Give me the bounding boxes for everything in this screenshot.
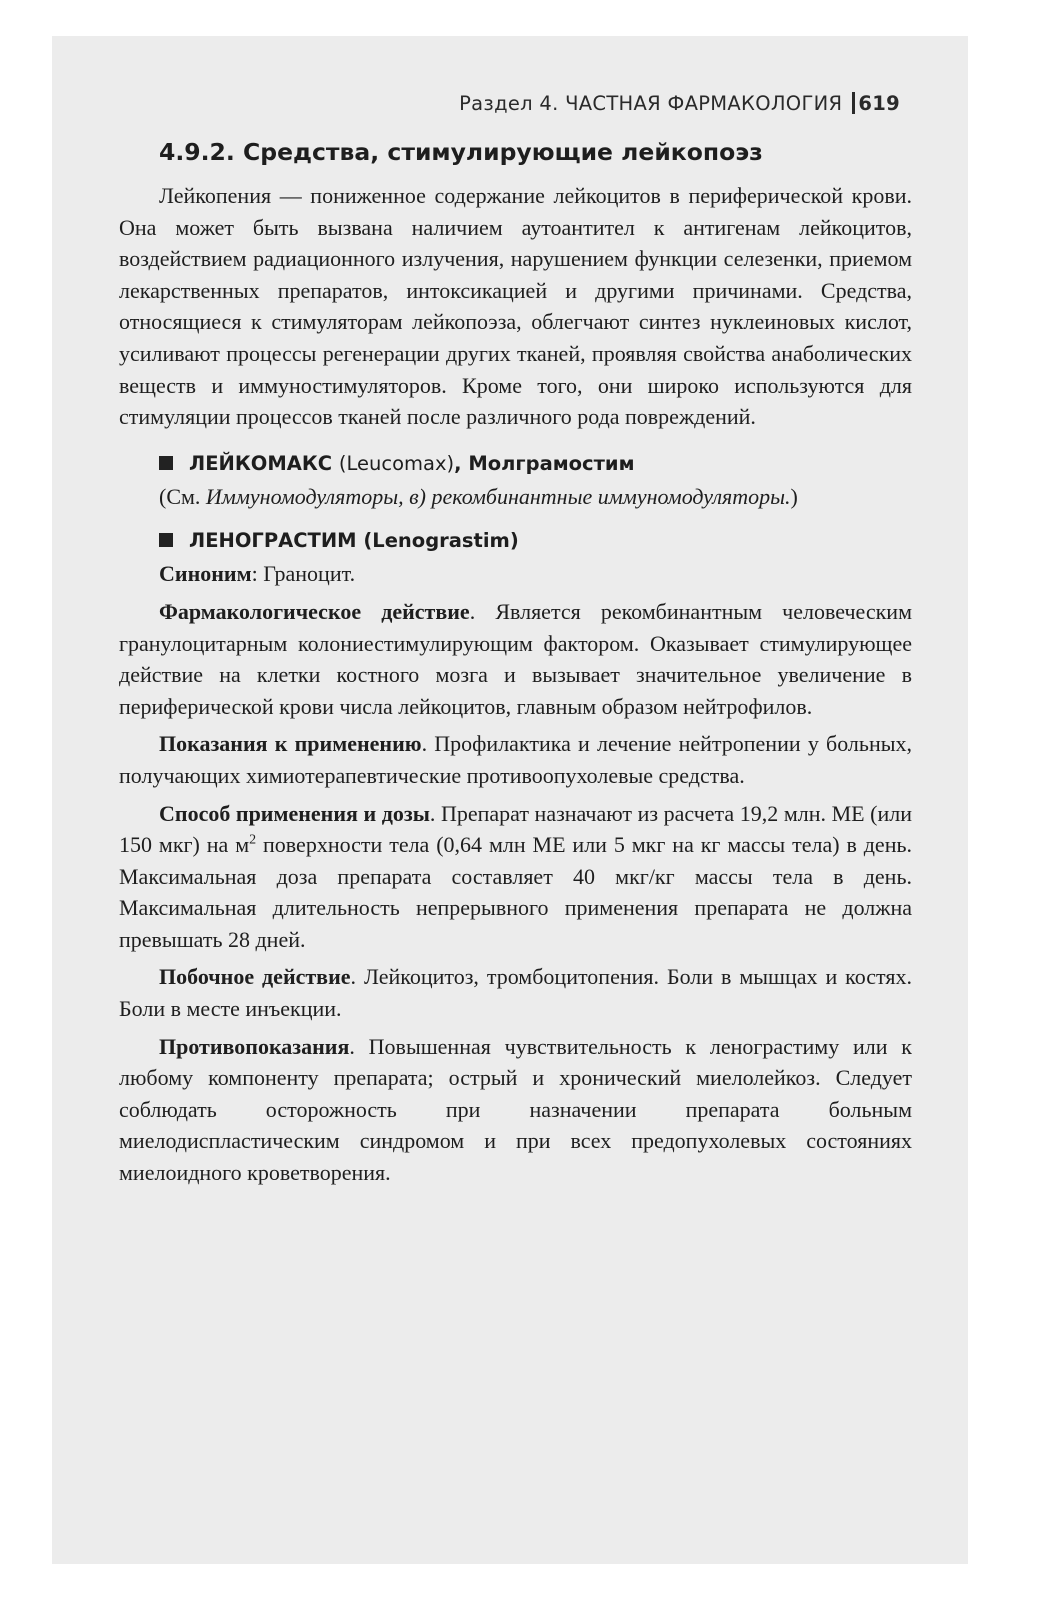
indications [119,728,912,791]
contra-text: . Повышенная чувствительность к ленограстиму или к любому компоненту препарата; острый и хронический миелолейкоз. Следует соблюдать осторожность при назначении препарата больным миелодиспластическим синдромом и при всех предопухолевых состояниях миелоидного кроветворения. [119,1033,912,1186]
dosage-label: Способ применения и дозы [159,800,430,826]
indications-text: . Профилактика и лечение нейтропении у больных, получающих химиотерапевтические противоопухолевые средства. [119,731,912,788]
side-text: . Лейкоцитоз, тромбоцитопения. Боли в мышцах и костях. Боли в месте инъекции. [119,964,912,1022]
contra-label: Противопоказания [159,1033,350,1059]
cross-reference [119,481,912,513]
pharmacological-action [119,596,912,722]
side-effects [119,961,912,1024]
drug-heading-lenograstim [159,524,912,558]
contraindications [119,1031,912,1189]
page-content [119,132,912,1189]
bullet-square-icon [159,456,173,470]
synonym-label: Синоним [159,561,252,587]
page-number: 619 [858,92,900,115]
bullet-square-icon [159,533,173,547]
intro-paragraph: Лейкопения — пониженное содержание лейкоцитов в периферической крови. Она может быть вызвана наличием аутоантител к антигенам лейкоцитов, воздействием радиационного излучения, нарушением функции селезенки, приемом лекарственных препаратов, интоксикацией и другими причинами. Средства, относящиеся к стимуляторам лейкопоэза, облегчают синтез нуклеиновых кислот, усиливают процессы регенерации других тканей, проявляя свойства анаболических веществ и иммуностимуляторов. Кроме того, они широко используются для стимуляции процессов тканей после различного рода повреждений. [119,183,912,430]
running-header [52,92,900,115]
drug-latin-name: (Leucomax) [338,451,455,475]
dosage-superscript: 2 [249,832,257,848]
drug-name: ЛЕНОГРАСТИМ [189,529,357,553]
synonym-value: : Граноцит. [251,561,356,587]
ref-close: ) [790,483,798,509]
section-title: 4.9.2. Средства, стимулирующие лейкопоэз [159,138,763,166]
synonym-line [119,558,912,590]
drug-synonym-name: , Молграмостим [454,451,635,475]
book-page [52,36,968,1564]
header-section: Раздел 4. ЧАСТНАЯ ФАРМАКОЛОГИЯ [459,92,843,115]
dosage [119,798,912,956]
side-label: Побочное действие [159,964,351,990]
dosage-text-2: поверхности тела (0,64 млн МЕ или 5 мкг на кг массы тела) в день. Максимальная доза препарата составляет 40 мкг/кг массы тела в день. Максимальная длительность непрерывного применения препарата не должна превышать 28 дней. [119,832,912,952]
action-label: Фармакологическое действие [159,598,470,624]
drug-name: ЛЕЙКОМАКС [189,451,333,475]
ref-open: (См. [159,483,206,509]
drug-heading-leucomax [159,447,912,481]
dosage-text-1: . Препарат назначают из расчета 19,2 млн. МЕ (или 150 мкг) на м [119,800,913,858]
action-text: . Является рекомбинантным человеческим гранулоцитарным колониестимулирующим фактором. Оказывает стимулирующее действие на клетки костного мозга и вызывает значительное увеличение в периферической крови числа лейкоцитов, главным образом нейтрофилов. [119,598,912,719]
indications-label: Показания к применению [159,731,422,757]
ref-italic: Иммуномодуляторы, в) рекомбинантные иммуномодуляторы. [205,483,791,509]
drug-latin-name: (Lenograstim) [363,529,519,553]
header-separator [852,92,855,114]
